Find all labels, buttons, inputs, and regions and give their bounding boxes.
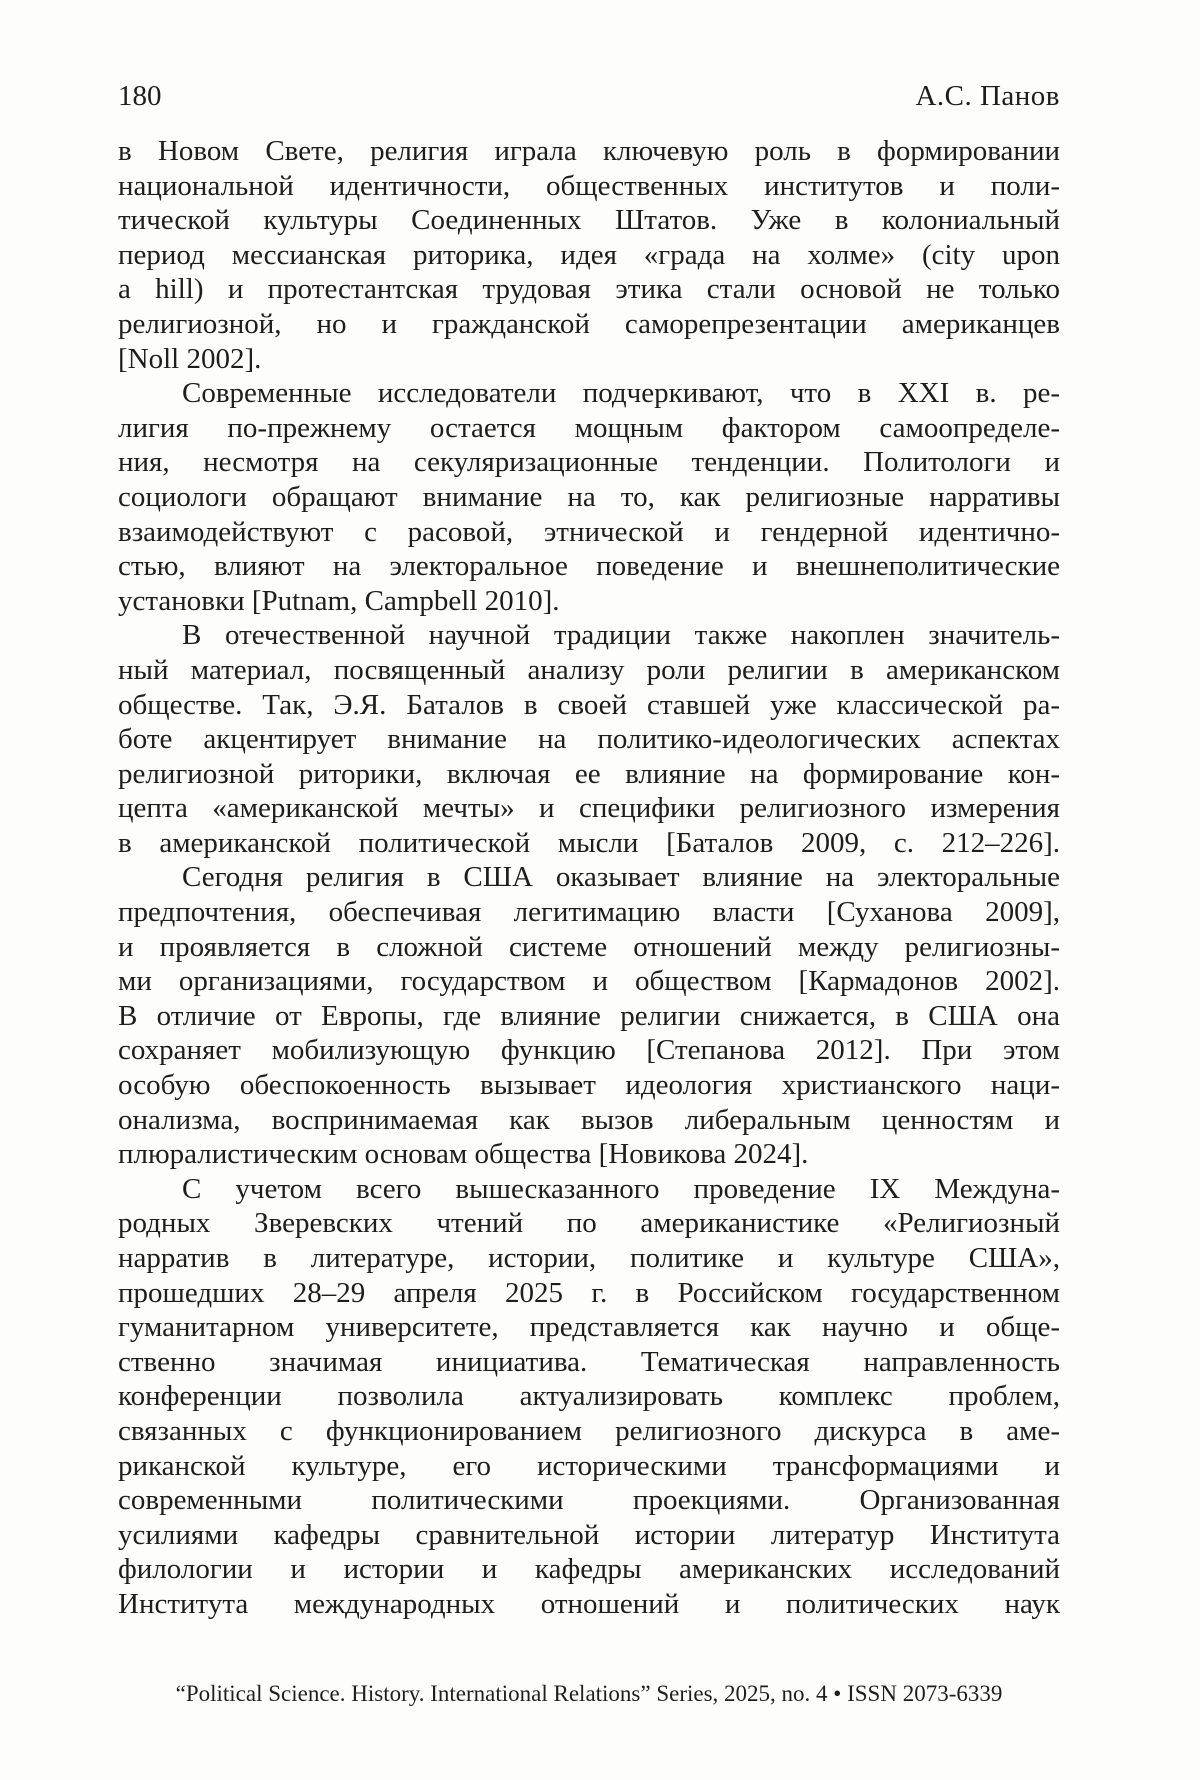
- text-line: ный материал, посвященный анализу роли религии в американском: [118, 653, 1060, 686]
- text-line: [Noll 2002].: [118, 342, 262, 375]
- text-line: период мессианская риторика, идея «града на холме» (city upon: [118, 238, 1060, 271]
- text-line: лигия по-прежнему остается мощным фактором самоопределе-: [118, 411, 1060, 444]
- text-line: конференции позволила актуализировать комплекс проблем,: [118, 1380, 1060, 1413]
- paragraph: [118, 618, 1060, 860]
- text-line: риканской культуре, его историческими трансформациями и: [118, 1449, 1060, 1482]
- text-line: ния, несмотря на секуляризационные тенденции. Политологи и: [118, 446, 1060, 479]
- text-line: В отличие от Европы, где влияние религии снижается, в США она: [118, 999, 1060, 1032]
- text-line: социологи обращают внимание на то, как религиозные нарративы: [118, 480, 1060, 513]
- text-line: стью, влияют на электоральное поведение и внешнеполитические: [118, 550, 1060, 583]
- text-line: цепта «американской мечты» и специфики религиозного измерения: [118, 792, 1060, 825]
- text-line: ственно значимая инициатива. Тематическая направленность: [118, 1345, 1060, 1378]
- text-line: национальной идентичности, общественных институтов и поли-: [118, 169, 1060, 202]
- text-line: боте акцентирует внимание на политико-идеологических аспектах: [118, 723, 1060, 756]
- text-line: в американской политической мысли [Баталов 2009, с. 212–226].: [118, 826, 1060, 859]
- text-line: филологии и истории и кафедры американских исследований: [118, 1553, 1060, 1586]
- text-line: В отечественной научной традиции также накоплен значитель-: [182, 619, 1060, 652]
- text-line: особую обеспокоенность вызывает идеология христианского наци-: [118, 1069, 1060, 1102]
- text-line: взаимодействуют с расовой, этнической и гендерной идентично-: [118, 515, 1060, 548]
- paragraph: [118, 860, 1060, 1171]
- text-line: онализма, воспринимаемая как вызов либеральным ценностям и: [118, 1103, 1060, 1136]
- running-head: [118, 80, 1060, 112]
- text-line: нарратив в литературе, истории, политике и культуре США»,: [118, 1242, 1060, 1274]
- journal-footer-text: “Political Science. History. International Relations” Series, 2025, no. 4 • ISSN 2073-6339: [175, 1681, 1003, 1706]
- text-line: родных Зверевских чтений по американистике «Религиозный: [118, 1207, 1060, 1240]
- text-line: Современные исследователи подчеркивают, что в XXI в. ре-: [182, 377, 1060, 410]
- text-line: религиозной, но и гражданской саморепрезентации американцев: [118, 307, 1060, 340]
- text-line: Сегодня религия в США оказывает влияние на электоральные: [182, 861, 1060, 894]
- page-footer: [118, 1680, 1060, 1708]
- paragraph: [118, 376, 1060, 618]
- text-line: современными политическими проекциями. Организованная: [118, 1484, 1060, 1517]
- text-line: усилиями кафедры сравнительной истории литератур Института: [118, 1518, 1060, 1551]
- text-line: предпочтения, обеспечивая легитимацию власти [Суханова 2009],: [118, 896, 1060, 929]
- page-number: 180: [118, 80, 162, 112]
- text-line: в Новом Свете, религия играла ключевую роль в формировании: [118, 135, 1060, 167]
- body-text: [118, 134, 1060, 1622]
- paragraph: [118, 1172, 1060, 1622]
- text-line: связанных с функционированием религиозного дискурса в аме-: [118, 1414, 1060, 1447]
- text-line: ми организациями, государством и обществом [Кармадонов 2002].: [118, 965, 1060, 998]
- text-line: религиозной риторики, включая ее влияние на формирование кон-: [118, 757, 1060, 790]
- text-line: и проявляется в сложной системе отношений между религиозны-: [118, 930, 1060, 963]
- running-head-author: А.С. Панов: [915, 80, 1060, 112]
- paragraph: [118, 134, 1060, 376]
- text-line: установки [Putnam, Campbell 2010].: [118, 584, 560, 617]
- text-line: прошедших 28–29 апреля 2025 г. в Российском государственном: [118, 1276, 1060, 1309]
- text-line: С учетом всего вышесказанного проведение IX Междуна-: [182, 1172, 1060, 1205]
- text-line: a hill) и протестантская трудовая этика стали основой не только: [118, 273, 1060, 306]
- text-line: плюралистическим основам общества [Новикова 2024].: [118, 1138, 809, 1171]
- text-line: сохраняет мобилизующую функцию [Степанова 2012]. При этом: [118, 1034, 1060, 1067]
- text-line: тической культуры Соединенных Штатов. Уже в колониальный: [118, 204, 1060, 237]
- text-line: Института международных отношений и политических наук: [118, 1587, 1060, 1620]
- text-line: гуманитарном университете, представляется как научно и обще-: [118, 1311, 1060, 1344]
- text-line: обществе. Так, Э.Я. Баталов в своей ставшей уже классической ра-: [118, 688, 1060, 721]
